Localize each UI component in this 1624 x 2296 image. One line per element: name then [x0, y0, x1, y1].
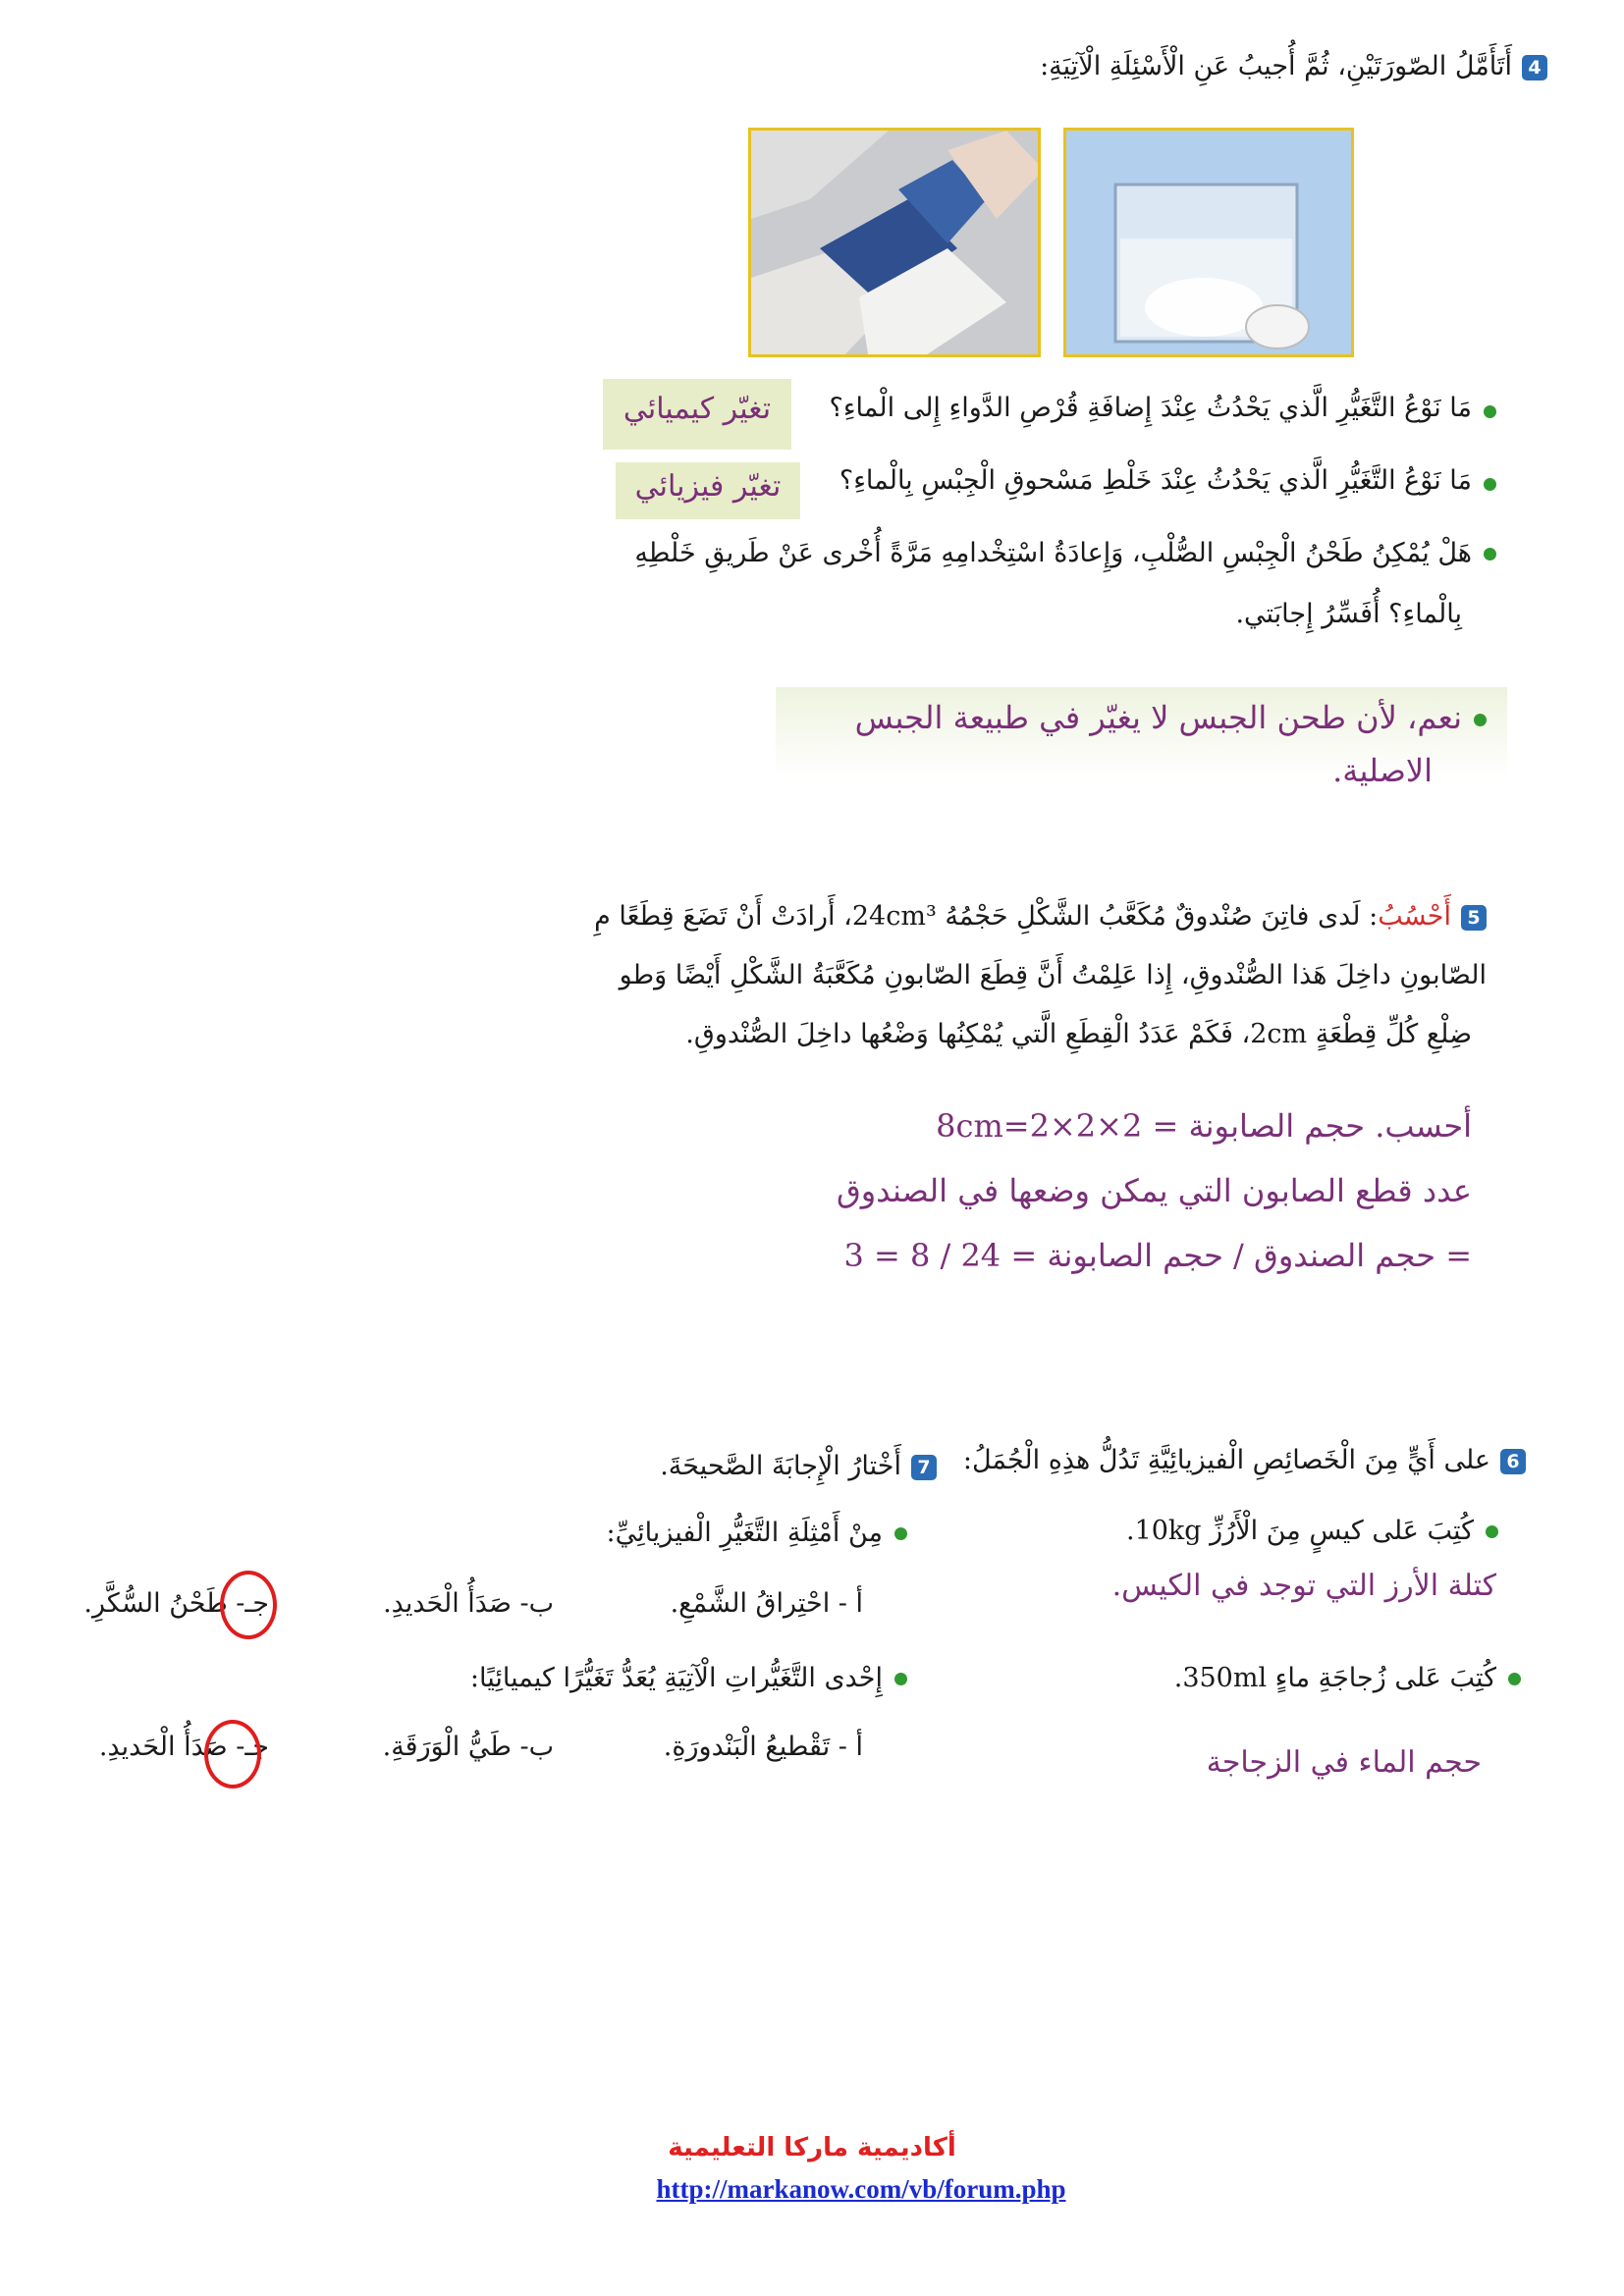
- selected-answer-circle-icon: [220, 1571, 277, 1639]
- q7-number: 7: [911, 1455, 937, 1480]
- q4-answer-3: نعم، لأن طحن الجبس لا يغيّر في طبيعة الجبس: [855, 699, 1487, 736]
- q7-sub-1: مِنْ أَمْثِلَةِ التَّغَيُّرِ الْفيزيائِيِّ:: [606, 1514, 907, 1553]
- bullet-icon: [894, 1527, 907, 1540]
- cast-photo: [748, 128, 1041, 357]
- q5-answer-3: = حجم الصندوق / حجم الصابونة = 24 / 8 = 3: [843, 1237, 1472, 1274]
- q5-line-2: الصّابونِ داخِلَ هَذا الصُّنْدوقِ، إِذا عَلِمْتُ أَنَّ قِطَعَ الصّابونِ مُكَعَّبَةُ الشَّكْلِ أَيْضًا وَطو: [619, 960, 1487, 990]
- q4-prompt: 4أَتَأَمَّلُ الصّورَتَيْنِ، ثُمَّ أُجيبُ عَنِ الْأَسْئِلَةِ الْآتِيَةِ:: [1040, 47, 1547, 86]
- q5-number: 5: [1461, 905, 1487, 931]
- q6-answer-2: حجم الماء في الزجاجة: [1206, 1745, 1482, 1780]
- glass-icon: [1066, 131, 1354, 357]
- bullet-icon: [894, 1673, 907, 1685]
- q4-number: 4: [1522, 55, 1547, 80]
- q4-item-3: هَلْ يُمْكِنُ طَحْنُ الْجِبْسِ الصُّلْبِ، وَإِعادَةُ اسْتِخْدامِهِ مَرَّةً أُخْرى عَنْ طَريقِ خَلْطِهِ: [634, 534, 1496, 573]
- q6-answer-1: كتلة الأرز التي توجد في الكيس.: [1111, 1569, 1496, 1603]
- bullet-icon: [1484, 548, 1496, 561]
- bandaged-hand-icon: [751, 131, 1041, 357]
- q4-answer-3-cont: الاصلية.: [1332, 752, 1433, 789]
- q6-prompt: 6على أَيٍّ مِنَ الْخَصائِصِ الْفيزيائِيَّةِ تَدُلُّ هذِهِ الْجُمَلُ:: [963, 1441, 1526, 1480]
- q7-sub1-option-a: أ - احْتِراقُ الشَّمْعِ.: [670, 1588, 863, 1619]
- q4-answer-2: تغيّر فيزيائي: [616, 462, 800, 519]
- q6-number: 6: [1500, 1449, 1526, 1474]
- q7-prompt: 7أَخْتارُ الْإِجابَةَ الصَّحيحَةَ.: [660, 1447, 937, 1486]
- q5-answer-1: أحسب. حجم الصابونة = 2×2×2=8cm: [936, 1107, 1472, 1145]
- q6-item-2: كُتِبَ عَلى زُجاجَةِ ماءٍ 350ml.: [1174, 1659, 1521, 1698]
- selected-answer-circle-icon: [204, 1720, 261, 1789]
- bullet-icon: [1486, 1525, 1498, 1538]
- footer-link[interactable]: http://markanow.com/vb/forum.php: [656, 2174, 1066, 2204]
- q5-answer-2: عدد قطع الصابون التي يمكن وضعها في الصندوق: [836, 1172, 1472, 1209]
- q5-line-3: ضِلْعِ كُلِّ قِطْعَةٍ 2cm، فَكَمْ عَدَدُ الْقِطَعِ الَّتي يُمْكِنُها وَضْعُها داخِلَ الصُّنْدوقِ.: [685, 1019, 1472, 1049]
- q4-item-3-cont: بِالْماءِ؟ أُفَسِّرُ إِجابَتي.: [1235, 599, 1462, 629]
- q4-answer-1: تغيّر كيميائي: [603, 379, 791, 450]
- footer-org: أكاديمية ماركا التعليمية: [668, 2133, 956, 2163]
- bullet-icon: [1484, 478, 1496, 491]
- q7-sub2-option-a: أ - تَقْطيعُ الْبَنْدورَةِ.: [663, 1732, 863, 1762]
- bullet-icon: [1474, 714, 1487, 726]
- q6-item-1: كُتِبَ عَلى كيسٍ مِنَ الْأَرُزِّ 10kg.: [1126, 1512, 1498, 1551]
- q7-sub2-option-b: ب- طَيُّ الْوَرَقَةِ.: [382, 1732, 554, 1762]
- glass-tablet-photo: [1063, 128, 1354, 357]
- bullet-icon: [1484, 405, 1496, 418]
- q4-item-2: مَا نَوْعُ التَّغَيُّرِ الَّذي يَحْدُثُ عِنْدَ خَلْطِ مَسْحوقِ الْجِبْسِ بِالْماءِ؟: [839, 461, 1496, 501]
- q7-sub1-option-c: جـ- طَحْنُ السُّكَّرِ.: [83, 1588, 269, 1619]
- q5-label: أَحْسُبُ: [1378, 901, 1451, 932]
- q5-line-1: 5أَحْسُبُ: لَدى فاتِنَ صُنْدوقٌ مُكَعَّبُ الشَّكْلِ حَجْمُهُ 24cm³، أَرادَتْ أَنْ تَضَعَ قِطَعًا مِ: [594, 897, 1487, 936]
- q7-sub2-option-c: جـ- صَدَأُ الْحَديدِ.: [98, 1732, 269, 1762]
- q7-sub-2: إِحْدى التَّغَيُّراتِ الْآتِيَةِ يُعَدُّ تَغَيُّرًا كيميائِيًا:: [470, 1659, 907, 1698]
- q7-sub1-option-b: ب- صَدَأُ الْحَديدِ.: [383, 1588, 554, 1619]
- q4-item-1: مَا نَوْعُ التَّغَيُّرِ الَّذي يَحْدُثُ عِنْدَ إِضافَةِ قُرْصِ الدَّواءِ إِلى الْماءِ؟: [830, 389, 1496, 428]
- bullet-icon: [1508, 1673, 1521, 1685]
